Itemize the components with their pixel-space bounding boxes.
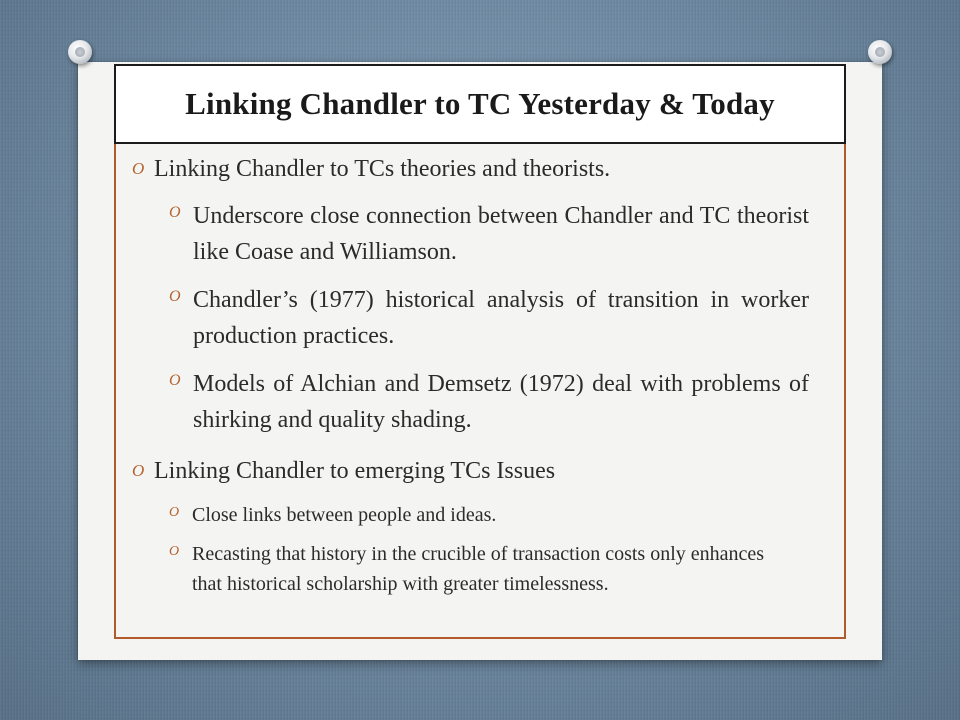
bullet-item [169, 366, 809, 438]
bullet-text: Models of Alchian and Demsetz (1972) deal with problems of shirking and quality shading. [193, 371, 809, 433]
bullet-text: Recasting that history in the crucible of transaction costs only enhances that historical scholarship with greater timelessness. [192, 543, 765, 595]
bullet-marker-icon: O [169, 544, 180, 559]
bullet-marker-icon: O [169, 505, 180, 520]
bullet-text: Close links between people and ideas. [192, 504, 497, 526]
binder-ring-right-icon [868, 40, 892, 64]
bullet-item [169, 500, 809, 530]
bullet-item [169, 539, 809, 599]
bullet-marker-icon: O [132, 461, 145, 480]
content-box [114, 144, 846, 639]
bullet-marker-icon: O [169, 288, 181, 305]
bullet-item [132, 153, 832, 185]
bullet-marker-icon: O [169, 372, 181, 389]
bullet-marker-icon: O [169, 204, 181, 221]
bullet-item [132, 455, 832, 487]
slide-title: Linking Chandler to TC Yesterday & Today [185, 86, 775, 121]
bullet-text: Chandler’s (1977) historical analysis of transition in worker production practices. [193, 287, 809, 349]
title-box [114, 64, 846, 144]
bullet-text: Underscore close connection between Chandler and TC theorist like Coase and Williamson. [193, 203, 809, 265]
binder-ring-left-icon [68, 40, 92, 64]
bullet-text: Linking Chandler to TCs theories and theorists. [154, 156, 611, 182]
bullet-text: Linking Chandler to emerging TCs Issues [154, 458, 556, 484]
bullet-marker-icon: O [132, 159, 145, 178]
bullet-item [169, 198, 809, 270]
bullet-item [169, 282, 809, 354]
